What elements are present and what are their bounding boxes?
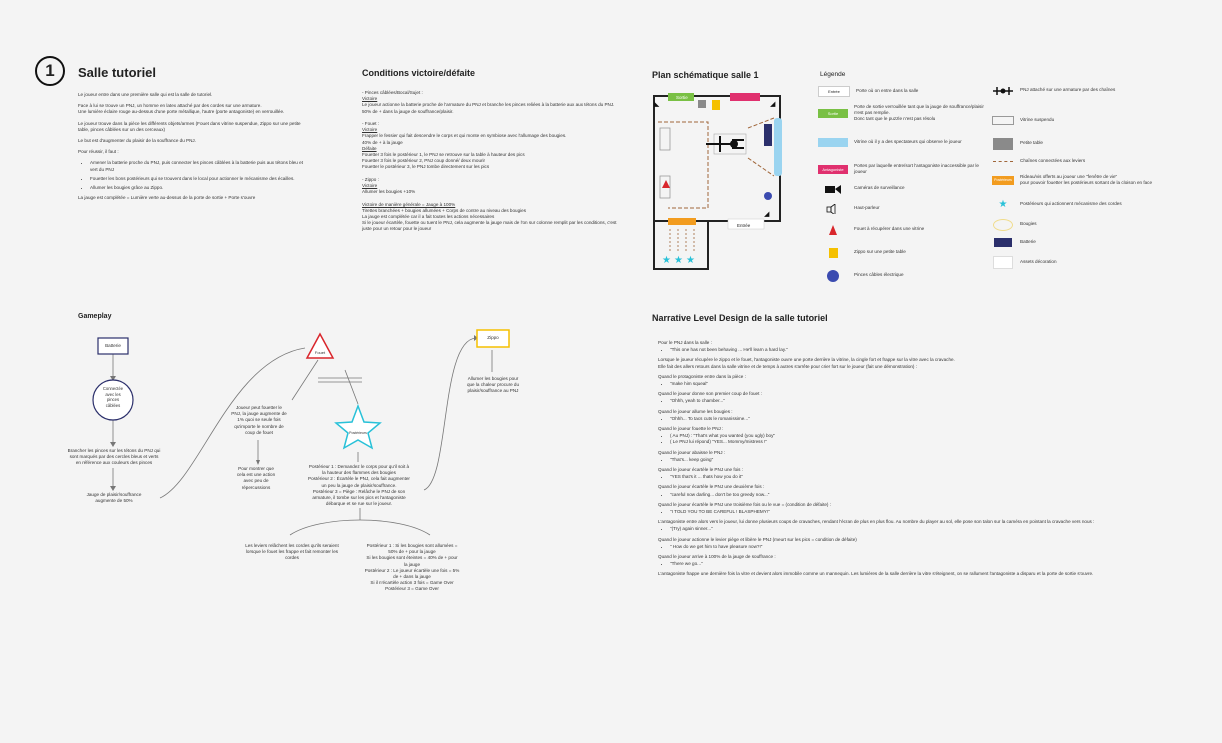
narrative-quotes bbox=[658, 457, 1108, 463]
narrative-block bbox=[658, 554, 1108, 567]
condition-line: Fouetter 3 fois le postérieur 1, le PNJ se retrouve sur la table à hauteur des pics bbox=[362, 152, 525, 158]
condition-line: Fouetter le postérieur 3, le PNJ tombe directement sur les pics bbox=[362, 164, 490, 170]
battery-label: Batterie bbox=[105, 343, 121, 348]
jauge50-text: Jauge de plaisir/souffrance augmente de 50% bbox=[86, 492, 142, 504]
legend-text: Vitrine suspendu bbox=[1020, 117, 1055, 123]
plan-entry-label: Entrée bbox=[737, 223, 751, 228]
condition-line: 40% de + à la jauge bbox=[362, 139, 403, 145]
quote-item: • "make him squeal" bbox=[670, 381, 1108, 387]
condition-line: - Pinces câblées/Bocal/Sujet : bbox=[362, 90, 423, 95]
conditions-title: Conditions victoire/défaite bbox=[362, 68, 476, 78]
whip-label: Fouet bbox=[314, 350, 326, 355]
narrative-block bbox=[658, 502, 1108, 515]
narrative-head: Pour le PNJ dans la salle : bbox=[658, 340, 712, 345]
narrative-quotes bbox=[658, 526, 1108, 532]
legend-text: Petite table bbox=[1020, 140, 1043, 146]
narrative-quotes bbox=[658, 492, 1108, 498]
svg-text:◢: ◢ bbox=[770, 100, 776, 108]
narrative-head: Quand le joueur allume les bougies : bbox=[658, 408, 733, 414]
condition-line: Victoire bbox=[362, 127, 378, 133]
legend-text: Zippo sur une petite table bbox=[854, 249, 906, 255]
legend-text: Vitrine où il y a des spectateurs qui observe le joueur bbox=[854, 139, 962, 145]
connected-label: Connectée avec les pinces câblées bbox=[102, 386, 124, 408]
narrative-head: Quand le joueur donne son premier coup de fouet : bbox=[658, 391, 762, 397]
narrative-quotes bbox=[658, 381, 1108, 387]
narrative-quotes bbox=[658, 416, 1108, 422]
narrative-block bbox=[658, 571, 1108, 577]
narrative-quotes bbox=[658, 544, 1108, 550]
paragraph: Pour réussir, il faut : bbox=[78, 149, 119, 155]
narrative-block bbox=[658, 484, 1108, 497]
plan-exit-label: Sortie bbox=[676, 95, 688, 100]
paragraph: Le joueur entre dans une première salle qui est la salle de tutoriel. bbox=[78, 92, 213, 97]
legend-text: Porte où on entre dans la salle bbox=[856, 88, 919, 94]
narrative-head: Quand le joueur actionne le levier piège et libère le PNJ (meurt sur les pics = condition de défaite) bbox=[658, 536, 857, 542]
posterior-star-node bbox=[336, 406, 380, 448]
svg-text:★: ★ bbox=[662, 255, 671, 266]
condition-line: Victoire bbox=[362, 96, 378, 102]
legend-text: PNJ attaché sur une armature par des chaînes bbox=[1020, 87, 1116, 93]
zippo-desc: Allumer les bougies pour que la chaleur procure du plaisir/souffrance au PNJ bbox=[466, 376, 520, 394]
condition-line: Le joueur actionne la batterie proche de l'armature du PNJ et branche les pinces reliées à la batterie aux aux tétons du PNJ. bbox=[362, 102, 615, 108]
narrative-head: Quand le joueur écartèle le PNJ une fois : bbox=[658, 467, 744, 473]
zippo-label: Zippo bbox=[487, 335, 499, 340]
legend-text: Pinces câbles électrique bbox=[854, 272, 904, 278]
legend-text: Haut-parleur bbox=[854, 205, 880, 211]
narrative-block bbox=[658, 467, 1108, 480]
paragraph: Le but est d'augmenter du plaisir de la souffrance du PNJ. bbox=[78, 138, 197, 144]
gameplay-title: Gameplay bbox=[78, 313, 112, 320]
paragraph: Face à lui se trouve un PNJ, un homme en latex attaché par des cordes sur une armature. Une lumière éclaire rouge au-dessus d'une porte métallique, l'autre (porte antagoniste) en verrouillée. bbox=[78, 103, 285, 115]
condition-line: 50% de + dans la jauge de souffrance/plaisir. bbox=[362, 108, 454, 114]
condition-line: La jauge est complétée car il a fait toutes les actions nécessaires bbox=[362, 214, 495, 220]
svg-text:◣: ◣ bbox=[654, 100, 660, 108]
whip-desc: Joueur peut fouetter le PNJ, la jauge augmente de 1% quoi se seule fois qu'importe le nombre de coup de fouet bbox=[231, 405, 287, 435]
legend-text: Batterie bbox=[1020, 239, 1036, 245]
legend-text: Bougies bbox=[1020, 221, 1037, 227]
posterieurs-conditions: Postérieur 1 : Si les bougies sont allumées = 50% de + pour la jauge Si les bougies sont éteintes = 40% de + pour la jauge Postérieur 2 : Le joueur écartèle une fois = 5% de + dans la jauge Si il n'écartèle action 3 fois = Game Over Postérieur 3 = Game Over bbox=[364, 543, 460, 592]
star-label: Postérieurs bbox=[349, 431, 367, 435]
quote-item: • "(Try) again sinner..." bbox=[670, 526, 1108, 532]
quote-item: • "Ohhh... To tacs cuts le romanissime..." bbox=[670, 416, 1108, 422]
narrative-quotes bbox=[658, 474, 1108, 480]
legend-text: Caméras de surveillance bbox=[854, 185, 905, 191]
narrative-title: Narrative Level Design de la salle tutoriel bbox=[652, 313, 828, 323]
narrative-block bbox=[658, 426, 1108, 446]
condition-line: Victoire bbox=[362, 183, 378, 189]
brancher-text: Brancher les pinces sur les tétons du PNJ qui sont marqués par des cercles bleus et verts en référence aux couleurs des pinces bbox=[67, 448, 161, 466]
condition-line: Si le joueur écartèle, fouette ou tuent le PNJ, cela augmente la jauge mais de l'on sur colonne remplit par les conditions, c'est juste pour un retour pour le joueur bbox=[362, 220, 617, 232]
narrative-head: L'antagoniste entre alors vers le joueur, lui donne plusieurs coups de cravaches, rendant l'écran de plus en plus flou. Au nombre du player au sol, elle pose son talon sur la caméra en pointant la cravache vers nous : bbox=[658, 519, 1095, 525]
quote-item: • ( Au PNJ) : "That's what you wanted (you ugly) boy" bbox=[670, 433, 1108, 439]
legend-swatch: Antagoniste bbox=[818, 165, 848, 174]
section-number: 1 bbox=[45, 61, 55, 80]
narrative-block bbox=[658, 391, 1108, 404]
condition-line: Tirettes branchées + bougies allumées + Corps de contre au niveau des bougies bbox=[362, 207, 527, 213]
legend-text: Portes par laquelle entre/sort l'antagoniste inaccessible par le joueur bbox=[854, 163, 979, 175]
legend-text: Fouet à récupérer dans une vitrine bbox=[854, 226, 925, 232]
quote-item: • "Ohhh, yeah to chamber..." bbox=[670, 398, 1108, 404]
svg-text:★: ★ bbox=[674, 255, 683, 266]
narrative-head: Quand le protagoniste entre dans la pièce : bbox=[658, 373, 746, 379]
quote-item: • " How do we get him to have pleasure now?!" bbox=[670, 544, 1108, 550]
leviers-text: Les leviers relâchent les cordes qu'ils seraient lorsque le fouet les frappe et fait remonter les cordes bbox=[245, 543, 339, 561]
plan-title: Plan schématique salle 1 bbox=[652, 70, 759, 80]
narrative-quotes bbox=[658, 347, 1108, 353]
quote-item: • "That's... keep going" bbox=[670, 457, 1108, 463]
quote-item: • "There we go..." bbox=[670, 561, 1108, 567]
legend-text: Chaînes connectées aux leviers bbox=[1020, 158, 1086, 164]
narrative-block bbox=[658, 519, 1108, 532]
list-item: • Amener la batterie proche du PNJ, puis connecter les pinces câblées à la batterie puis aux tétons bleu et vert du PNJ bbox=[90, 160, 308, 172]
legend-swatch: Entrée bbox=[818, 86, 850, 97]
narrative-quotes bbox=[658, 561, 1108, 567]
legend-text: Rideau/vis offerts au joueur une "fenêtre de vie" pour pouvoir fouetter les postérieurs sortant de la cloison en face bbox=[1020, 174, 1153, 186]
posterieurs-desc: Postérieur 1 : Demandez le corps pour qu'il soit à la hauteur des flammes des bougies Postérieur 2 : Écartèle le PNJ, cela fait augmenter un peu la jauge de plaisir/souffrance. Postérieur 3 = Piège : Relâche le PNJ de son armature, il tombe sur les pics et l'antagoniste débarque et se rue sur le joueur. bbox=[308, 464, 410, 507]
section-title: Salle tutoriel bbox=[78, 65, 157, 80]
list-item: • Fouetter les bons postérieurs qui se trouvent dans le local pour actionner le mécanisme des écailles. bbox=[90, 176, 308, 182]
legend-text: Assets décoration bbox=[1020, 259, 1057, 265]
condition-line: - Fouet : bbox=[362, 121, 380, 126]
quote-item: • ( Le PNJ lui répond) "YES... Mommy/mistress !" bbox=[670, 439, 1108, 445]
narrative-head: Quand le joueur abaisse le PNJ : bbox=[658, 449, 726, 455]
footer-text: La jauge est complétée = Lumière verte au-dessus de la porte de sortie + Porte s'ouvre bbox=[78, 195, 256, 201]
condition-line: Fouetter 3 fois le postérieur 2, PNJ coup donné/ deux mourir bbox=[362, 158, 486, 164]
narrative-quotes bbox=[658, 509, 1108, 515]
quote-item: • "I TOLD YOU TO BE CAREFUL ! BLASPHEMY!" bbox=[670, 509, 1108, 515]
narrative-block bbox=[658, 409, 1108, 422]
narrative-head: L'antagoniste frappe une dernière fois la vitre et devient alors immobile comme un mannequin. Les lumières de la salle derrière la vitre s'éteignent, on se rallument l'antagoniste a disparu et la porte de sortie s'ouvre. bbox=[658, 571, 1094, 577]
condition-line: Victoire de manière générale = Jauge à 100% bbox=[362, 201, 456, 207]
narrative-head: Quand le joueur écartèle le PNJ une deuxième fois : bbox=[658, 484, 765, 490]
condition-line: Allumer les bougies +10% bbox=[362, 189, 416, 195]
legend-swatch: Postérieurs bbox=[992, 176, 1014, 185]
legend-swatch: Sortie bbox=[818, 109, 848, 118]
narrative-body bbox=[658, 340, 1108, 582]
svg-text:★: ★ bbox=[686, 255, 695, 266]
legend-text: Porte de sortie verrouillée tant que la jauge de souffrance/plaisir n'est pas remplie. Donc tant que le puzzle n'est pas résolu bbox=[854, 104, 984, 122]
narrative-head: Quand le joueur arrive à 100% de la jauge de souffrance : bbox=[658, 554, 776, 560]
narrative-block bbox=[658, 537, 1108, 550]
pour-montrer: Pour montrer que cela est une action avec peu de répercussions bbox=[236, 466, 276, 490]
list-item: • Allumer les bougies grâce au Zippo. bbox=[90, 185, 308, 191]
narrative-quotes bbox=[658, 433, 1108, 445]
narrative-head: Quand le joueur fouette le PNJ : bbox=[658, 426, 724, 432]
narrative-quotes bbox=[658, 398, 1108, 404]
paragraph: Le joueur trouve dans la pièce les différents objets/armes (Fouet dans vitrine suspendue, Zippo sur une petite table, pinces câblées sur un des cerceaux) bbox=[78, 120, 301, 132]
narrative-block bbox=[658, 374, 1108, 387]
narrative-head: Quand le joueur écartèle le PNJ une troisième fois ou le vue = (condition de défaite) : bbox=[658, 501, 832, 507]
star-icon: ★ bbox=[998, 199, 1008, 210]
svg-text:◢: ◢ bbox=[764, 210, 770, 218]
condition-line: Frapper le fessier qui fait descendre le corps et qui monte en symbiose avec l'allumage des bougies. bbox=[362, 133, 567, 139]
narrative-block bbox=[658, 340, 1108, 353]
condition-line: - Zippo : bbox=[362, 176, 379, 182]
condition-line: Défaite bbox=[362, 145, 377, 151]
quote-item: • "careful now darling... don't be too greedy now..." bbox=[670, 492, 1108, 498]
quote-item: • "This one has not been behaving ... He'll learn a hard lay." bbox=[670, 347, 1108, 353]
narrative-head: Lorsque le joueur récupère le zippo et le fouet, l'antagoniste ouvre une porte derrière la vitrine, la cingle fort et frappe sur la vitre avec la cravache. Elle fait des allers retours dans la salle vitrine et de temps à autres s'arrête pour crier fort sur le joueur (fait une démonstration) : bbox=[658, 357, 955, 369]
narrative-block bbox=[658, 450, 1108, 463]
legend-text: Postérieurs qui actionnent mécanisme des cordes bbox=[1020, 201, 1122, 207]
quote-item: • "YES that's it ... thats how you do it" bbox=[670, 474, 1108, 480]
narrative-block bbox=[658, 357, 1108, 369]
legend-title: Légende bbox=[820, 71, 846, 78]
